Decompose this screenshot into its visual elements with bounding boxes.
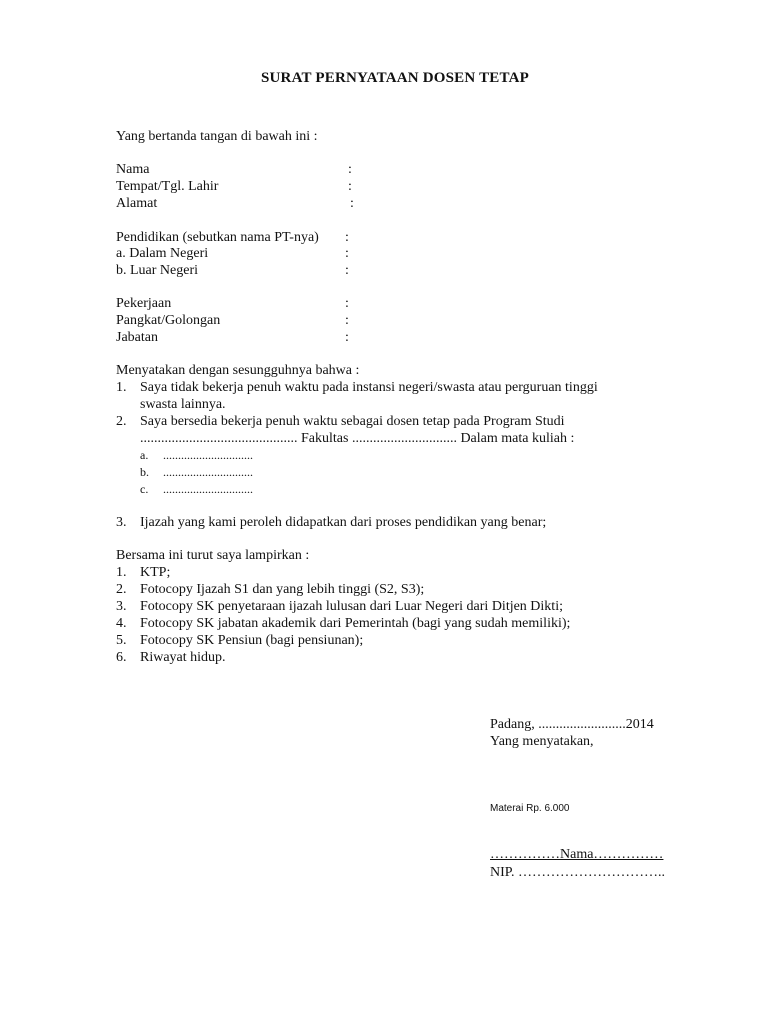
statement-number: 2. xyxy=(116,414,127,429)
field-colon-pangkat-golongan: : xyxy=(345,313,349,328)
statement-text-continued: swasta lainnya. xyxy=(140,397,226,412)
attachment-number: 6. xyxy=(116,650,127,665)
attachment-text: KTP; xyxy=(140,565,171,580)
field-label-pangkat-golongan: Pangkat/Golongan xyxy=(116,313,221,328)
field-colon-pekerjaan: : xyxy=(345,296,349,311)
signature-stamp-note: Materai Rp. 6.000 xyxy=(490,803,570,814)
field-colon-nama: : xyxy=(348,162,352,177)
course-item-letter: c. xyxy=(140,482,149,496)
field-colon-jabatan: : xyxy=(345,330,349,345)
field-label-luar-negeri: b. Luar Negeri xyxy=(116,263,199,278)
signature-declarant: Yang menyatakan, xyxy=(490,734,594,749)
attachment-number: 5. xyxy=(116,633,127,648)
field-label-pendidikan: Pendidikan (sebutkan nama PT-nya) xyxy=(116,230,319,245)
field-colon-alamat: : xyxy=(350,196,354,211)
attachment-text: Fotocopy SK Pensiun (bagi pensiunan); xyxy=(140,633,364,648)
attachment-number: 1. xyxy=(116,565,127,580)
course-item-blank: .............................. xyxy=(163,482,253,496)
field-label-alamat: Alamat xyxy=(116,196,158,211)
course-item-letter: b. xyxy=(140,465,149,479)
document-title: SURAT PERNYATAAN DOSEN TETAP xyxy=(260,70,529,86)
statement-text: Saya tidak bekerja penuh waktu pada instansi negeri/swasta atau perguruan tinggi xyxy=(140,380,598,395)
field-label-jabatan: Jabatan xyxy=(116,330,158,345)
signature-place-date: Padang, .........................2014 xyxy=(490,717,654,732)
statement-number: 1. xyxy=(116,380,127,395)
statement-text: Saya bersedia bekerja penuh waktu sebagai dosen tetap pada Program Studi xyxy=(140,414,565,429)
attachment-text: Fotocopy Ijazah S1 dan yang lebih tinggi (S2, S3); xyxy=(140,582,425,597)
attachment-text: Fotocopy SK jabatan akademik dari Pemerintah (bagi yang sudah memiliki); xyxy=(140,616,571,631)
field-label-pekerjaan: Pekerjaan xyxy=(116,296,172,311)
attachment-number: 3. xyxy=(116,599,127,614)
attachment-number: 2. xyxy=(116,582,127,597)
statement-text: Ijazah yang kami peroleh didapatkan dari proses pendidikan yang benar; xyxy=(140,515,547,530)
course-item-blank: .............................. xyxy=(163,448,253,462)
signature-nip: NIP. ………………………….. xyxy=(490,865,666,880)
field-colon-pendidikan: : xyxy=(345,230,349,245)
statement-intro: Menyatakan dengan sesungguhnya bahwa : xyxy=(116,363,360,378)
course-item-blank: .............................. xyxy=(163,465,253,479)
statement-number: 3. xyxy=(116,515,127,530)
attachments-intro: Bersama ini turut saya lampirkan : xyxy=(116,548,310,563)
attachment-number: 4. xyxy=(116,616,127,631)
attachment-text: Riwayat hidup. xyxy=(140,650,226,665)
field-label-dalam-negeri: a. Dalam Negeri xyxy=(116,246,209,261)
signature-name-line: ……………Nama…………… xyxy=(490,847,664,862)
field-colon-tempat-tgl-lahir: : xyxy=(348,179,352,194)
field-label-nama: Nama xyxy=(116,162,150,177)
field-colon-luar-negeri: : xyxy=(345,263,349,278)
course-item-letter: a. xyxy=(140,448,149,462)
statement-text-continued: ............................................. Fakultas .............................. Dalam mata kuliah : xyxy=(140,431,575,446)
attachment-text: Fotocopy SK penyetaraan ijazah lulusan dari Luar Negeri dari Ditjen Dikti; xyxy=(140,599,563,614)
field-colon-dalam-negeri: : xyxy=(345,246,349,261)
intro-text: Yang bertanda tangan di bawah ini : xyxy=(116,129,318,144)
field-label-tempat-tgl-lahir: Tempat/Tgl. Lahir xyxy=(116,179,219,194)
